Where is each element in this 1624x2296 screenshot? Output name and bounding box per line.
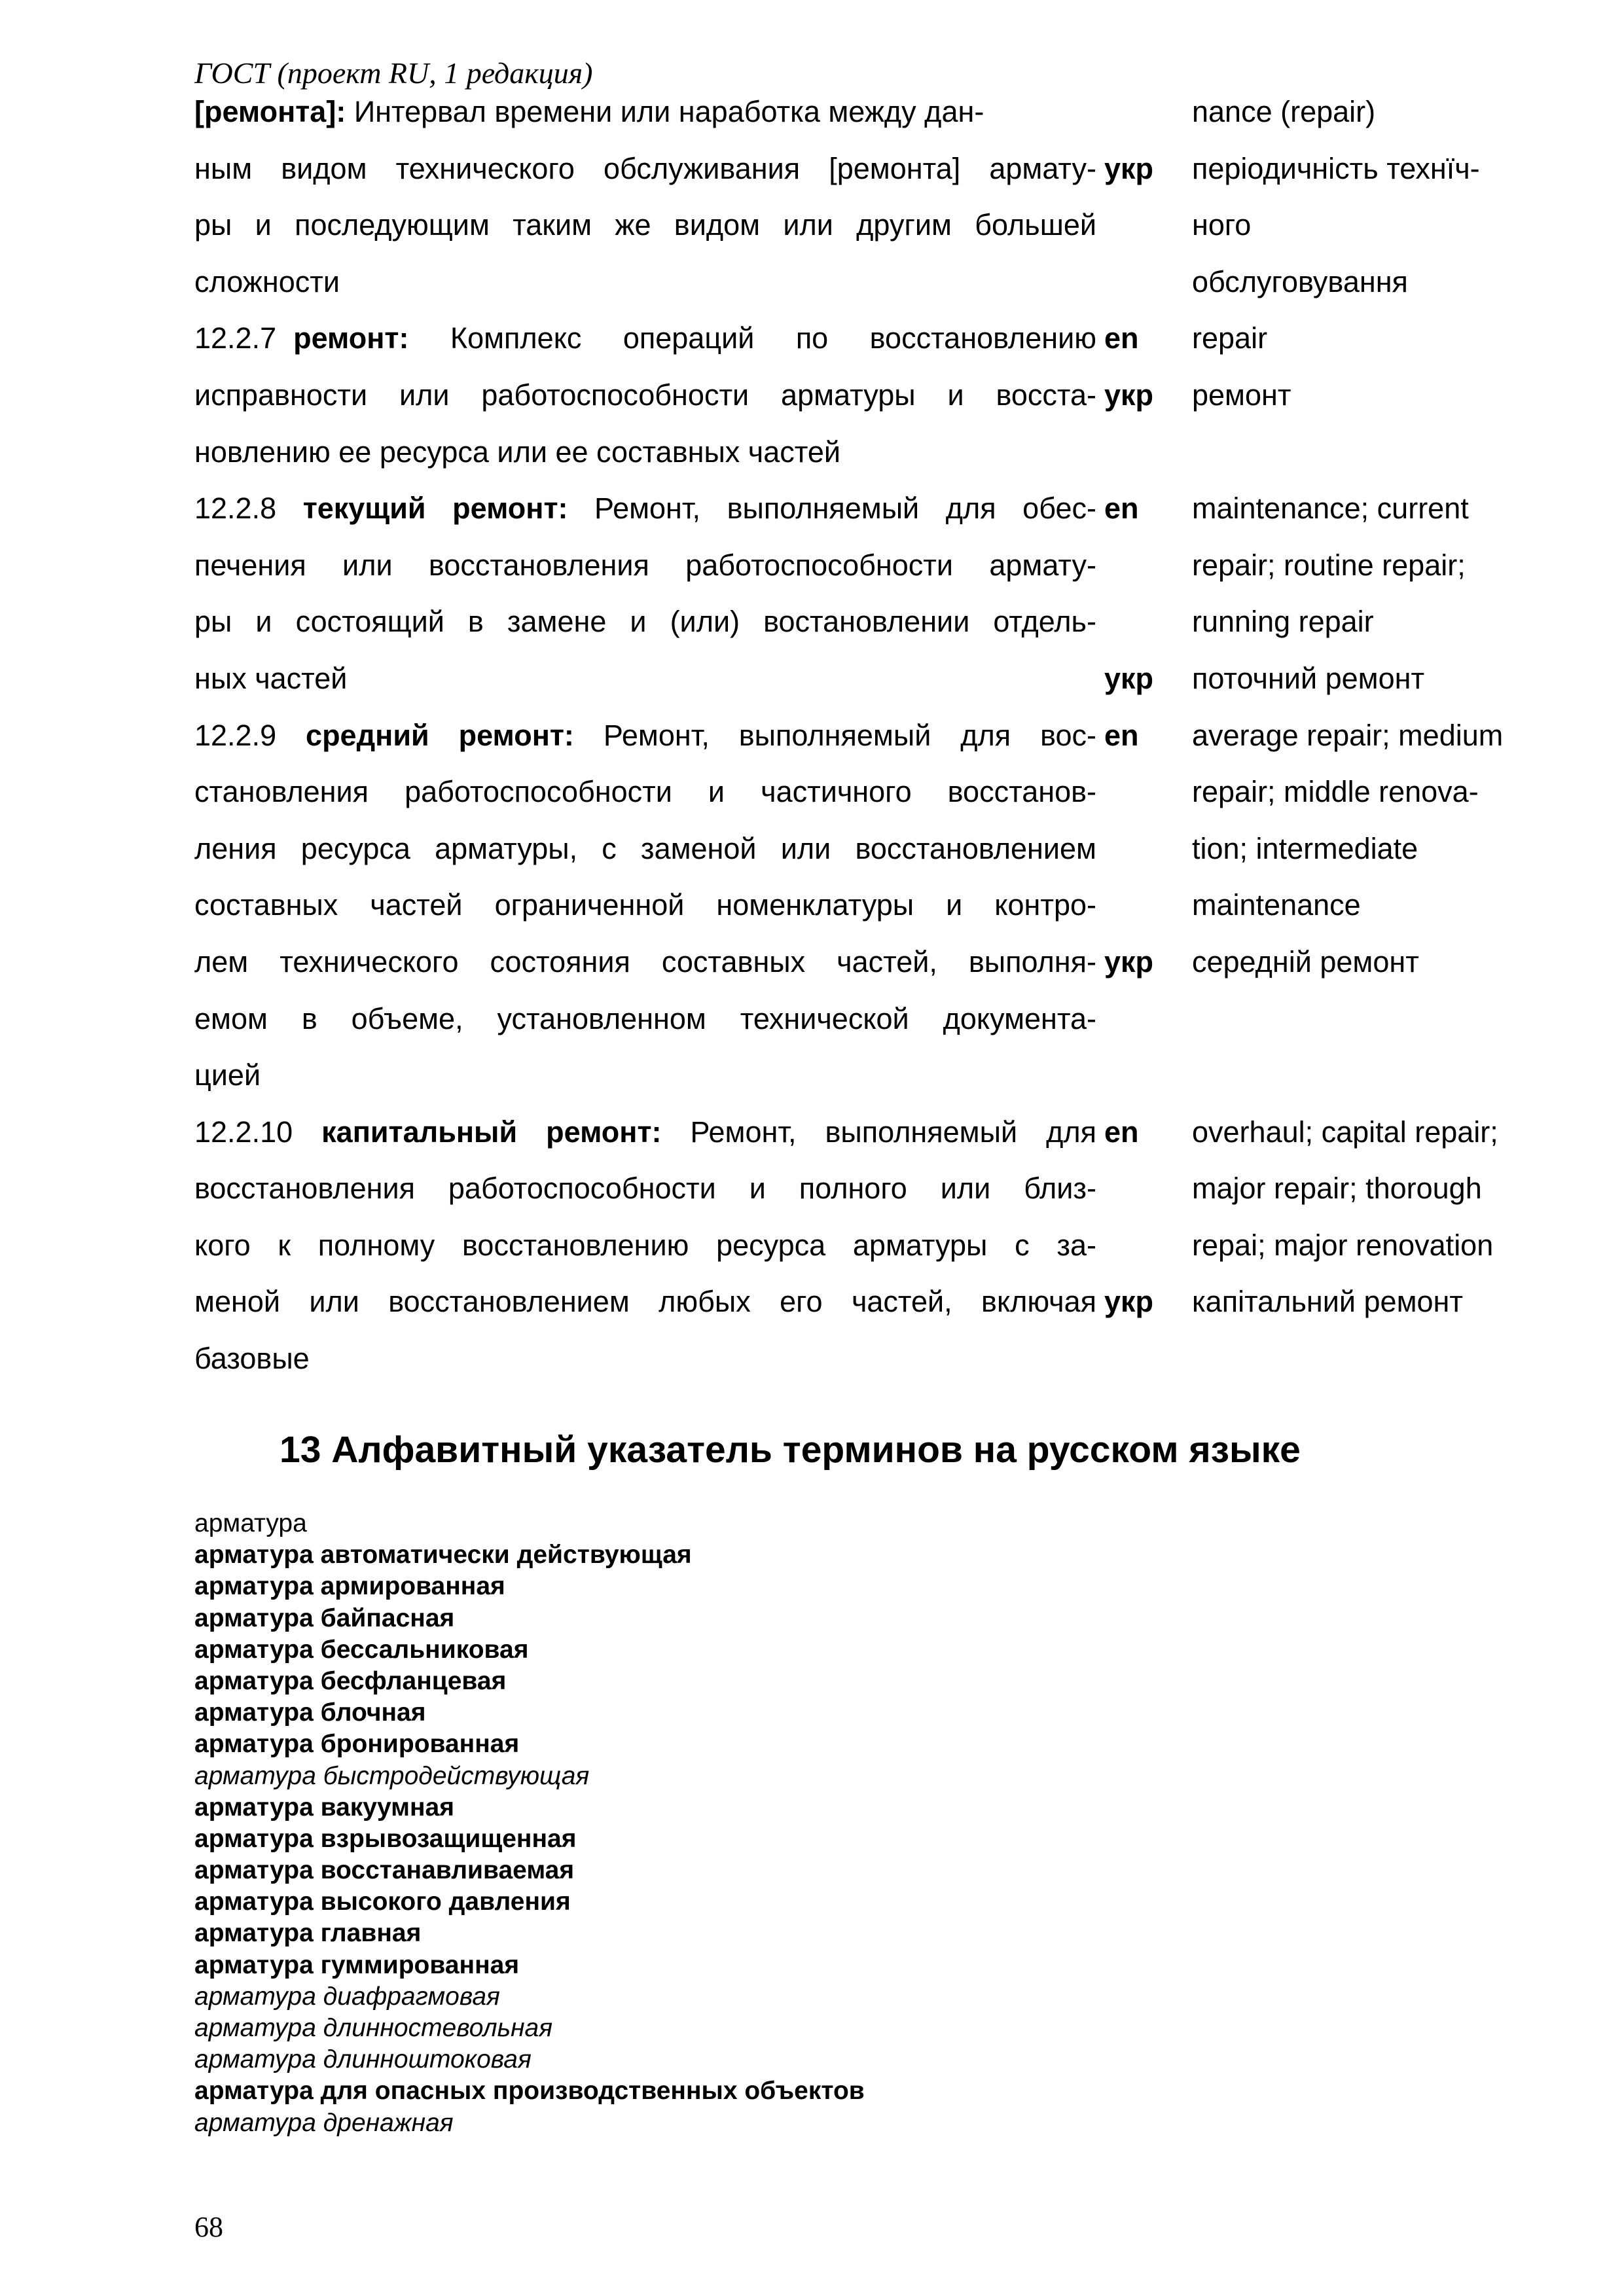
index-entry: арматура длинноштоковая (194, 2045, 532, 2074)
index-entry: арматура дренажная (194, 2108, 454, 2137)
definition-text (194, 877, 1096, 934)
definition-text (194, 1274, 1096, 1331)
index-entry: арматура быстродействующая (194, 1761, 590, 1790)
translation-text: running repair (1192, 605, 1374, 639)
translation-text: обслуговування (1192, 264, 1408, 298)
definition-text (194, 197, 1096, 254)
definition-text (194, 480, 1096, 537)
definition-text (194, 84, 1096, 141)
definition-text (194, 254, 1096, 311)
definition-fragment: ления ресурса арматуры, с заменой или восстановлением (194, 831, 1096, 865)
translation-text: ного (1192, 208, 1252, 242)
index-entry: арматура диафрагмовая (194, 1982, 500, 2011)
language-code: укр (1104, 378, 1154, 412)
index-entry: арматура вакуумная (194, 1793, 455, 1821)
translation-text: overhaul; capital repair; (1192, 1115, 1498, 1149)
translation-text: ремонт (1192, 378, 1291, 412)
translation-text: repair; routine repair; (1192, 548, 1466, 582)
definition-text (194, 1160, 1096, 1217)
definition-text (194, 1047, 1096, 1104)
language-code: en (1104, 1115, 1139, 1149)
term-name: текущий ремонт: (302, 492, 568, 526)
definition-text (194, 537, 1096, 594)
index-entry: арматура бронированная (194, 1730, 520, 1759)
definition-fragment: лем технического состояния составных частей, выполня- (194, 944, 1096, 978)
index-entry: арматура блочная (194, 1698, 426, 1727)
definition-text (194, 764, 1096, 821)
definition-fragment: Комплекс операций по восстановлению (408, 321, 1096, 355)
definition-fragment: 12.2.7 (194, 321, 277, 355)
definition-fragment: новлению ее ресурса или ее составных частей (194, 435, 841, 469)
definition-fragment: Ремонт, выполняемый для обес- (568, 492, 1096, 526)
term-name: ремонт: (293, 321, 409, 355)
translation-text: середній ремонт (1192, 944, 1419, 978)
language-code: en (1104, 492, 1139, 526)
section-title: 13 Алфавитный указатель терминов на русском языке (280, 1429, 1301, 1471)
translation-text: періодичність технїч- (1192, 151, 1480, 185)
definition-text (194, 367, 1096, 424)
definition-text (194, 1104, 1096, 1161)
definition-fragment: меной или восстановлением любых его частей, включая (194, 1285, 1096, 1319)
alphabetical-index (194, 1508, 865, 2139)
index-entry: арматура (194, 1509, 307, 1537)
definition-text (194, 651, 1096, 708)
definition-fragment: сложности (194, 264, 340, 298)
translation-text: maintenance; current (1192, 492, 1469, 526)
translation-text: tion; intermediate (1192, 831, 1418, 865)
definition-text (194, 1331, 1096, 1388)
definition-text (194, 708, 1096, 764)
definition-fragment: ных частей (194, 661, 348, 695)
definition-text (194, 934, 1096, 991)
term-name: капитальный ремонт: (321, 1115, 662, 1149)
index-entry: арматура длинностевольная (194, 2014, 553, 2042)
definition-fragment: кого к полному восстановлению ресурса арматуры с за- (194, 1228, 1096, 1262)
definition-fragment: восстановления работоспособности и полного или близ- (194, 1172, 1096, 1206)
definition-fragment: становления работоспособности и частичного восстанов- (194, 775, 1096, 809)
definition-fragment: исправности или работоспособности арматуры и восста- (194, 378, 1096, 412)
translation-text: nance (repair) (1192, 95, 1376, 128)
definition-fragment: Ремонт, выполняемый для (661, 1115, 1096, 1149)
definition-text (194, 821, 1096, 878)
definition-fragment: составных частей ограниченной номенклатуры и контро- (194, 888, 1096, 922)
index-entry: арматура восстанавливаемая (194, 1856, 575, 1885)
language-code: укр (1104, 944, 1154, 978)
definition-fragment: базовые (194, 1342, 310, 1376)
translation-text: поточний ремонт (1192, 661, 1425, 695)
translation-text: repair; middle renova- (1192, 775, 1479, 809)
document-header: ГОСТ (проект RU, 1 редакция) (194, 56, 593, 90)
index-entry: арматура байпасная (194, 1604, 455, 1632)
language-code: укр (1104, 151, 1154, 185)
index-entry: арматура для опасных производственных объектов (194, 2077, 865, 2106)
index-entry: арматура армированная (194, 1572, 505, 1601)
definition-fragment: ры и состоящий в замене и (или) востановлении отдель- (194, 605, 1096, 639)
definition-fragment: 12.2.8 (194, 492, 303, 526)
translation-text: капітальний ремонт (1192, 1285, 1464, 1319)
index-entry: арматура взрывозащищенная (194, 1824, 577, 1853)
translation-text: major repair; thorough (1192, 1172, 1482, 1206)
definition-fragment: ным видом технического обслуживания [ремонта] армату- (194, 151, 1096, 185)
index-entry: арматура высокого давления (194, 1888, 571, 1916)
definition-fragment: Интервал времени или наработка между дан- (346, 95, 984, 128)
language-code: en (1104, 718, 1139, 752)
translation-text: repair (1192, 321, 1268, 355)
page-number: 68 (194, 2211, 223, 2243)
definition-fragment: цией (194, 1058, 261, 1092)
index-entry: арматура автоматически действующая (194, 1541, 692, 1570)
translation-text: repai; major renovation (1192, 1228, 1494, 1262)
definition-fragment: Ремонт, выполняемый для вос- (573, 718, 1096, 752)
language-code: укр (1104, 1285, 1154, 1319)
definition-fragment: ры и последующим таким же видом или другим большей (194, 208, 1096, 242)
index-entry: арматура бесфланцевая (194, 1666, 507, 1695)
definition-fragment: 12.2.9 (194, 718, 306, 752)
definition-text (194, 141, 1096, 198)
index-entry: арматура бессальниковая (194, 1635, 529, 1664)
index-entry: арматура гуммированная (194, 1950, 520, 1979)
term-name: средний ремонт: (306, 718, 574, 752)
definition-fragment: 12.2.10 (194, 1115, 322, 1149)
definition-fragment: емом в объеме, установленном технической документа- (194, 1001, 1096, 1035)
definition-text (194, 1217, 1096, 1274)
definition-text (194, 310, 1096, 367)
language-code: укр (1104, 661, 1154, 695)
definition-fragment: печения или восстановления работоспособности армату- (194, 548, 1096, 582)
definition-text (194, 991, 1096, 1048)
definition-text (194, 594, 1096, 651)
translation-text: maintenance (1192, 888, 1361, 922)
term-name: [ремонта]: (194, 95, 346, 128)
translation-text: average repair; medium (1192, 718, 1504, 752)
definition-text (194, 424, 1096, 481)
index-entry: арматура главная (194, 1919, 422, 1948)
language-code: en (1104, 321, 1139, 355)
